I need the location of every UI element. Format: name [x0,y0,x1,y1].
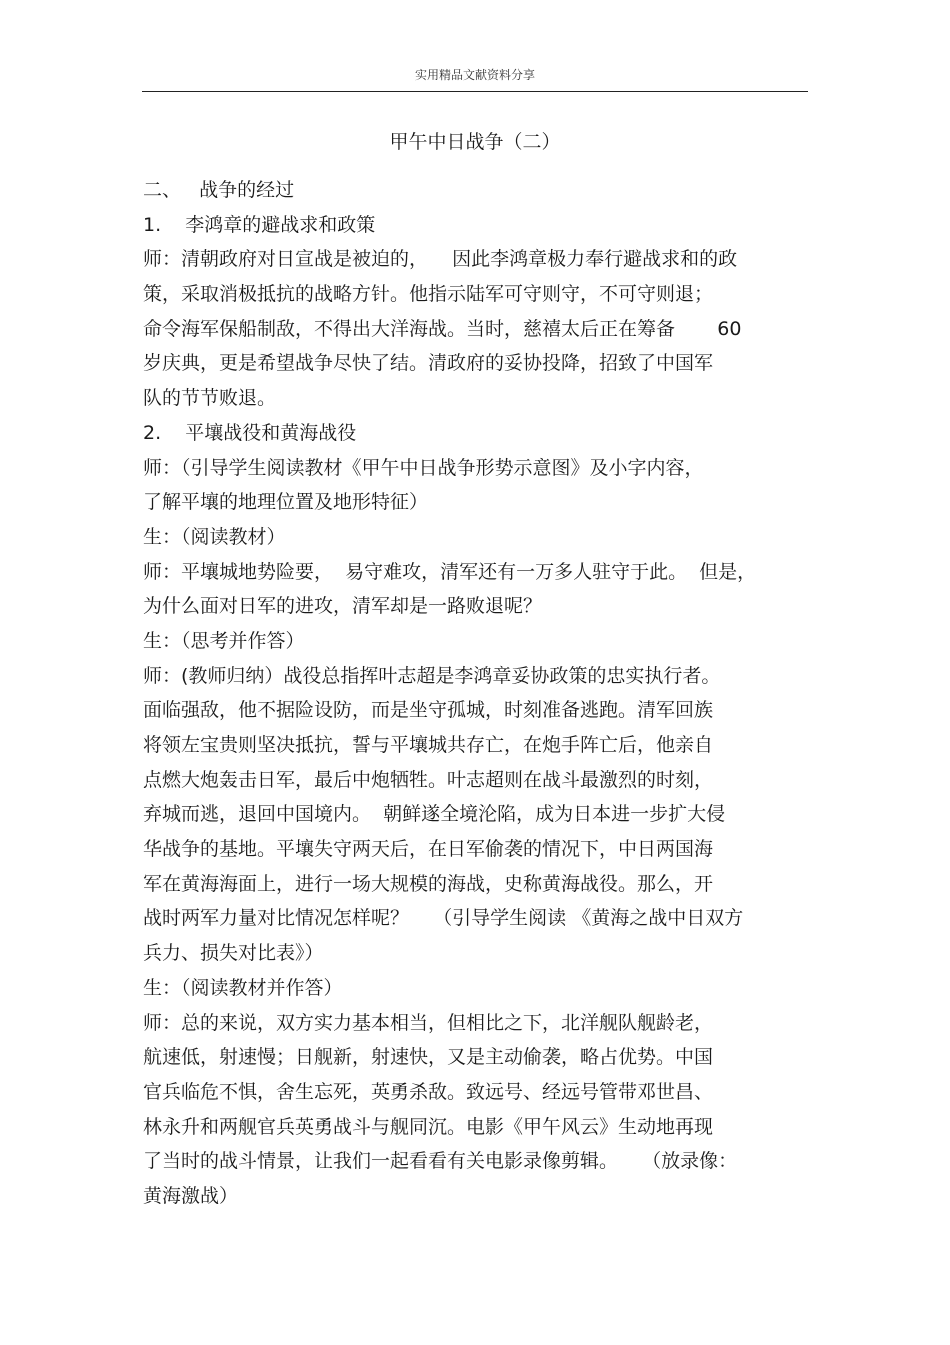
body-line: 为什么面对日军的进攻，清军却是一路败退呢？ [143,595,543,618]
body-line: 师：清朝政府对日宣战是被迫的， 因此李鸿章极力奉行避战求和的政 [143,248,738,271]
body-line: 面临强敌，他不据险设防，而是坐守孤城，时刻准备逃跑。清军回族 [143,699,714,722]
body-line: 师：（引导学生阅读教材《甲午中日战争形势示意图》及小字内容， [143,456,704,479]
body-line: 黄海激战） [143,1184,239,1207]
body-line: 军在黄海海面上，进行一场大规模的海战，史称黄海战役。那么，开 [143,872,714,895]
body-line: 点燃大炮轰击日军，最后中炮牺牲。叶志超则在战斗最激烈的时刻， [143,768,714,791]
header-divider [142,91,808,92]
page-header: 实用精品文献资料分享 [414,68,535,82]
body-line: 策，采取消极抵抗的战略方针。他指示陆军可守则守，不可守则退； [143,283,714,306]
body-line: 队的节节败退。 [143,387,277,410]
document-title: 甲午中日战争（二） [389,131,561,153]
body-line: 官兵临危不惧，舍生忘死，英勇杀敌。致远号、经远号管带邓世昌、 [143,1080,714,1103]
document-body [143,173,803,1214]
subsection-heading: 1. 李鸿章的避战求和政策 [143,213,376,236]
body-line: 了当时的战斗情景，让我们一起看看有关电影录像剪辑。 （放录像： [143,1150,738,1173]
body-line: 命令海军保船制敌，不得出大洋海战。当时，慈禧太后正在筹备 60 [143,317,742,340]
body-line: 岁庆典，更是希望战争尽快了结。清政府的妥协投降，招致了中国军 [143,352,714,375]
body-line: 师：平壤城地势险要， 易守难攻，清军还有一万多人驻守于此。 但是， [143,560,757,583]
body-line: 师：总的来说，双方实力基本相当，但相比之下，北洋舰队舰龄老， [143,1011,714,1034]
section-heading: 二、 战争的经过 [143,179,295,201]
body-line: 了解平壤的地理位置及地形特征） [143,491,429,514]
body-line: 将领左宝贵则坚决抵抗，誓与平壤城共存亡，在炮手阵亡后，他亲自 [143,734,714,756]
body-line: 林永升和两舰官兵英勇战斗与舰同沉。电影《甲午风云》生动地再现 [143,1115,714,1138]
body-line: 航速低，射速慢；日舰新，射速快，又是主动偷袭，略占优势。中国 [143,1046,714,1069]
body-line: 弃城而逃，退回中国境内。 朝鲜遂全境沦陷，成为日本进一步扩大侵 [143,803,726,826]
body-line: 生：（思考并作答） [143,629,305,652]
body-line: 兵力、损失对比表》） [143,942,324,965]
body-line: 战时两军力量对比情况怎样呢？ （引导学生阅读 《黄海之战中日双方 [143,907,744,930]
body-line: 师：(教师归纳）战役总指挥叶志超是李鸿章妥协政策的忠实执行者。 [143,664,721,687]
body-line: 华战争的基地。平壤失守两天后，在日军偷袭的情况下，中日两国海 [143,838,714,861]
body-line: 生：（阅读教材并作答） [143,976,343,999]
body-line: 生：（阅读教材） [143,525,286,548]
subsection-heading: 2. 平壤战役和黄海战役 [143,421,357,444]
